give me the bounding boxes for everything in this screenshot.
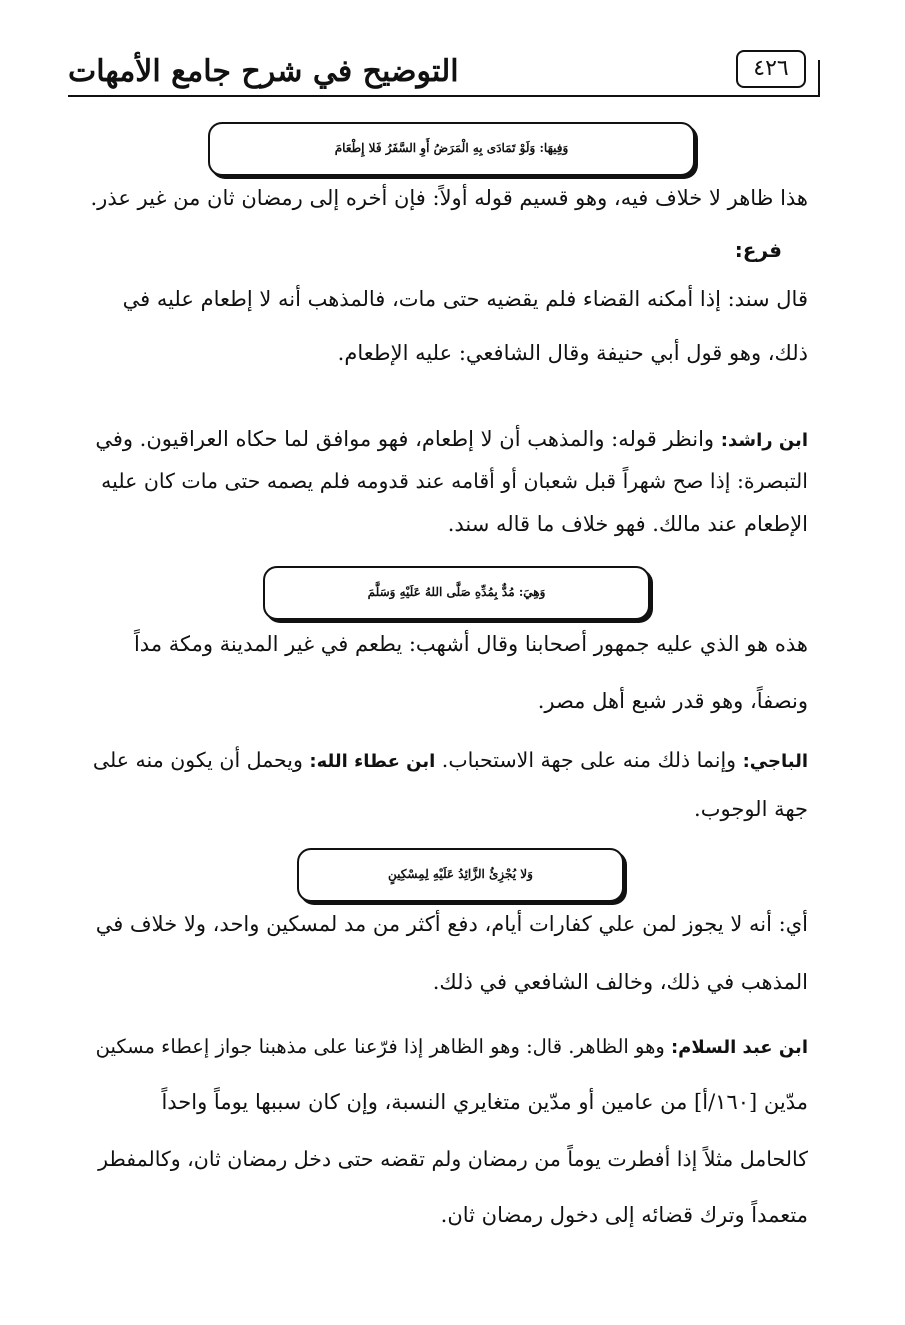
header-rule (68, 95, 820, 97)
matn-box-1 (208, 122, 695, 176)
speaker-label: ابن عبد السلام: (670, 1037, 808, 1058)
paragraph-line (95, 427, 808, 451)
paragraph-line: ونصفاً، وهو قدر شبع أهل مصر. (537, 689, 808, 713)
matn-text-1: وَفِيهَا: وَلَوْ تَمَادَى بِهِ الْمَرَضُ أَوِ السَّفَرُ فَلا إِطْعَامَ (334, 141, 569, 155)
page-header (68, 48, 820, 98)
speaker-label: الباجي: (742, 751, 808, 772)
fara-label: فرع: (734, 238, 782, 262)
speaker-label: ابن راشد: (720, 430, 808, 451)
paragraph-line: التبصرة: إذا صح شهراً قبل شعبان أو أقامه عند قدومه فلم يصمه حتى مات كان عليه (101, 469, 808, 493)
matn-text-2: وَهِيَ: مُدٌّ بِمُدِّهِ صَلَّى اللهُ عَلَيْهِ وَسَلَّمَ (367, 585, 546, 599)
paragraph-text: وانظر قوله: والمذهب أن لا إطعام، فهو موافق لما حكاه العراقيون. وفي (95, 427, 715, 451)
paragraph-line: مدّين [١٦٠/أ] من عامين أو مدّين متغايري النسبة، وإن كان سببها يوماً واحداً (161, 1090, 808, 1114)
matn-text-3: وَلا يُجْزِئُ الزَّائِدُ عَلَيْهِ لِمِسْكِينٍ (388, 867, 533, 881)
speaker-label: ابن عطاء الله: (309, 751, 436, 772)
paragraph-line: متعمداً وترك قضائه إلى دخول رمضان ثان. (440, 1203, 808, 1227)
paragraph-line (93, 748, 808, 772)
paragraph-line: قال سند: إذا أمكنه القضاء فلم يقضيه حتى مات، فالمذهب أنه لا إطعام عليه في (122, 287, 808, 311)
paragraph-text: وإنما ذلك منه على جهة الاستحباب. (441, 748, 737, 772)
paragraph-text: ويحمل أن يكون منه على (92, 748, 303, 772)
paragraph-line: الإطعام عند مالك. فهو خلاف ما قاله سند. (447, 512, 808, 536)
paragraph-line: المذهب في ذلك، وخالف الشافعي في ذلك. (432, 970, 808, 994)
paragraph-line: هذه هو الذي عليه جمهور أصحابنا وقال أشهب: يطعم في غير المدينة ومكة مداً (133, 632, 808, 656)
paragraph-line: ذلك، وهو قول أبي حنيفة وقال الشافعي: عليه الإطعام. (337, 341, 808, 365)
matn-box-2 (263, 566, 650, 620)
paragraph-line (96, 1035, 808, 1058)
paragraph-text: وهو الظاهر. قال: وهو الظاهر إذا فرّعنا على مذهبنا جواز إعطاء مسكين (95, 1035, 665, 1058)
header-rule-end (818, 60, 820, 97)
book-title: التوضيح في شرح جامع الأمهات (68, 54, 459, 89)
matn-box-3 (297, 848, 624, 902)
paragraph-line: جهة الوجوب. (694, 797, 808, 821)
page-number: ٤٢٦ (736, 50, 806, 88)
paragraph-line: أي: أنه لا يجوز لمن علي كفارات أيام، دفع أكثر من مد لمسكين واحد، ولا خلاف في (95, 912, 808, 936)
paragraph-line: هذا ظاهر لا خلاف فيه، وهو قسيم قوله أولاً: فإن أخره إلى رمضان ثان من غير عذر. (90, 186, 808, 210)
paragraph-line: كالحامل مثلاً إذا أفطرت يوماً من رمضان ولم تقضه حتى دخل رمضان ثان، وكالمفطر (98, 1147, 808, 1171)
